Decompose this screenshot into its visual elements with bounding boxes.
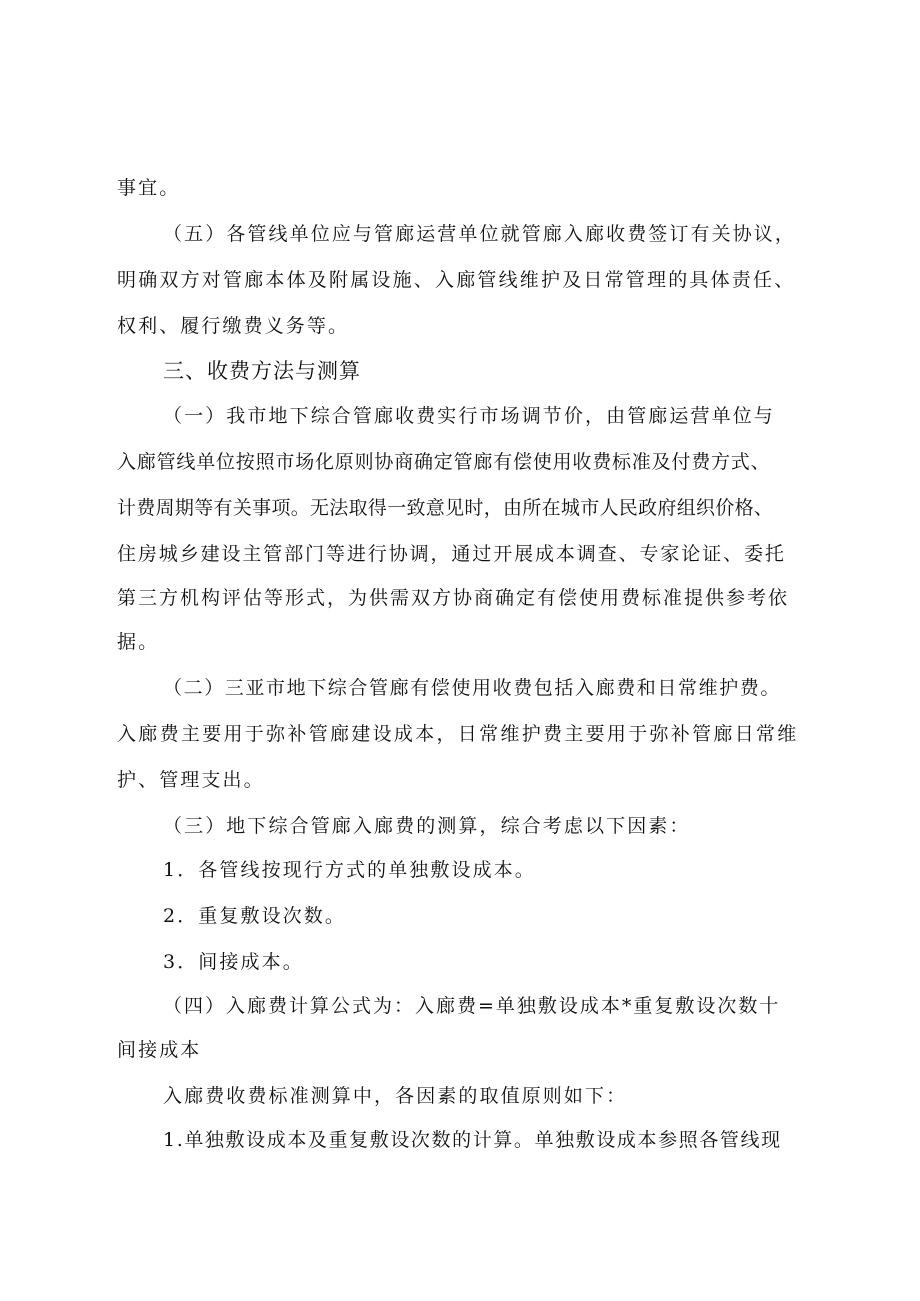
list-item: 2．重复敷设次数。 [163,905,346,927]
paragraph-line: 事宜。 [117,177,181,199]
paragraph-line: 1.单独敷设成本及重复敷设次数的计算。单独敷设成本参照各管线现 [163,1129,782,1151]
list-item: 1．各管线按现行方式的单独敷设成本。 [163,859,536,881]
paragraph-line: 入廊管线单位按照市场化原则协商确定管廊有偿使用收费标准及付费方式、 [117,451,771,473]
paragraph-line: 间接成本 [117,1039,202,1061]
paragraph-line: （三）地下综合管廊入廊费的测算，综合考虑以下因素： [163,815,691,837]
paragraph-line: 第三方机构评估等形式，为供需双方协商确定有偿使用费标准提供参考依 [117,587,790,609]
paragraph-line: （二）三亚市地下综合管廊有偿使用收费包括入廊费和日常维护费。 [163,677,782,699]
paragraph-line: （四）入廊费计算公式为：入廊费=单独敷设成本*重复敷设次数十 [163,995,781,1017]
list-item: 3．间接成本。 [163,951,304,973]
paragraph-line: （五）各管线单位应与管廊运营单位就管廊入廊收费签订有关协议， [163,223,797,245]
paragraph-line: 入廊费收费标准测算中，各因素的取值原则如下： [163,1085,628,1107]
paragraph-line: 据。 [117,631,160,653]
paragraph-line: 护、管理支出。 [117,769,265,791]
paragraph-line: 明确双方对管廊本体及附属设施、入廊管线维护及日常管理的具体责任、 [117,269,796,291]
paragraph-line: 计费周期等有关事项。无法取得一致意见时，由所在城市人民政府组织价格、 [117,497,774,519]
paragraph-line: 住房城乡建设主管部门等进行协调，通过开展成本调查、专家论证、委托 [117,543,786,565]
paragraph-line: 权利、履行缴费义务等。 [117,315,350,337]
section-heading: 三、收费方法与测算 [163,359,361,383]
paragraph-line: 入廊费主要用于弥补管廊建设成本，日常维护费主要用于弥补管廊日常维 [117,723,799,745]
paragraph-line: （一）我市地下综合管廊收费实行市场调节价，由管廊运营单位与 [163,405,775,427]
